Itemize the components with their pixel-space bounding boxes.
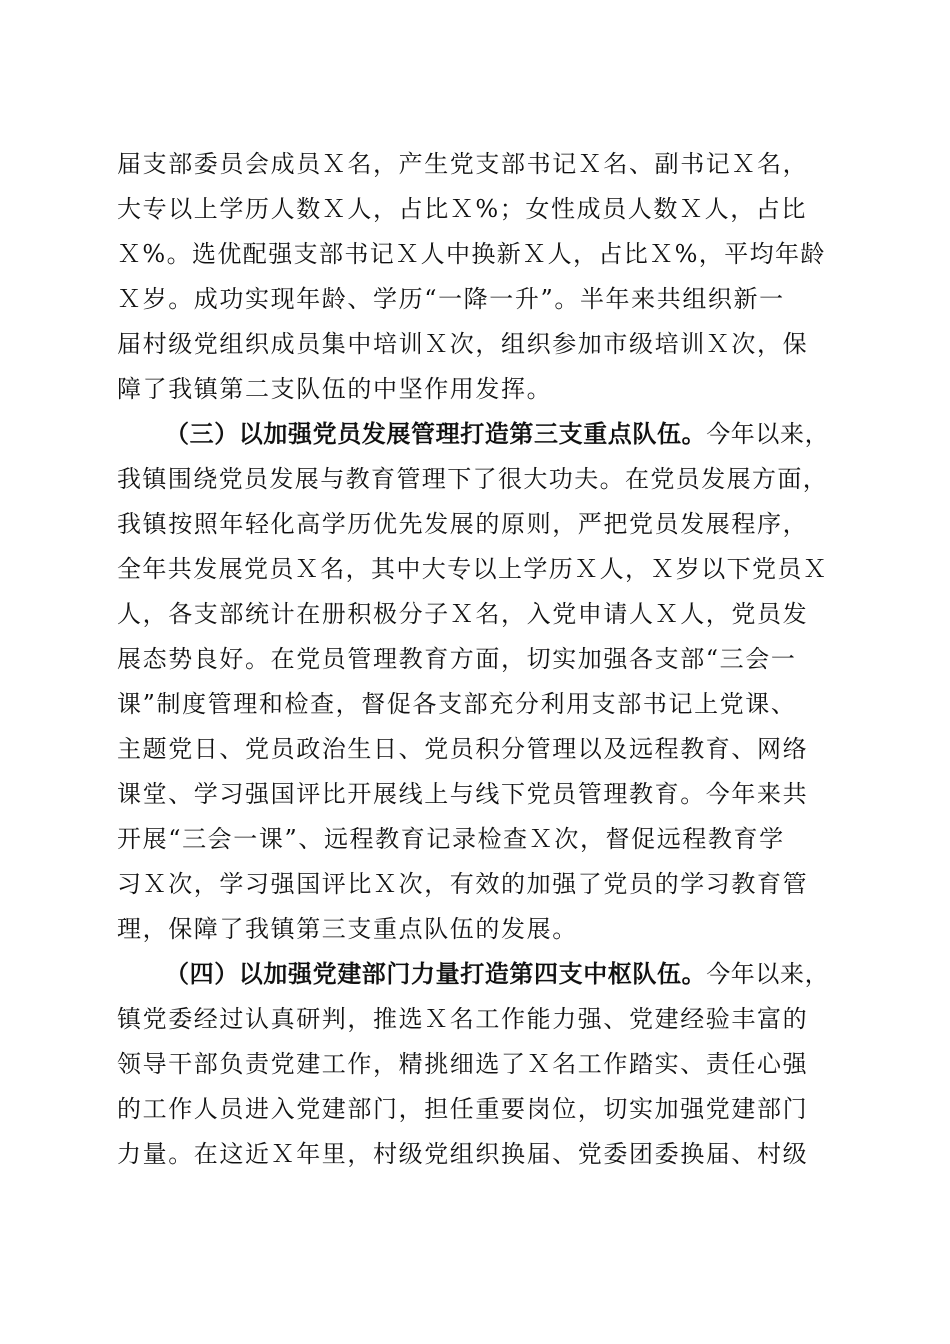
section-4-first-line [165, 954, 829, 994]
paragraph-line: 习Ｘ次，学习强国评比Ｘ次，有效的加强了党员的学习教育管 [117, 870, 809, 898]
paragraph-line: 课”制度管理和检查，督促各支部充分利用支部书记上党课、 [117, 690, 797, 718]
paragraph-line: 主题党日、党员政治生日、党员积分管理以及远程教育、网络 [117, 735, 809, 763]
paragraph-line: 理，保障了我镇第三支重点队伍的发展。 [117, 915, 578, 943]
paragraph-line: 全年共发展党员Ｘ名，其中大专以上学历Ｘ人，Ｘ岁以下党员Ｘ [117, 555, 829, 583]
paragraph-line: Ｘ%。选优配强支部书记Ｘ人中换新Ｘ人，占比Ｘ%，平均年龄 [117, 240, 826, 268]
paragraph-line: 力量。在这近Ｘ年里，村级党组织换届、党委团委换届、村级 [117, 1140, 809, 1168]
paragraph-line: 我镇围绕党员发展与教育管理下了很大功夫。在党员发展方面， [117, 465, 829, 493]
paragraph-line: 届支部委员会成员Ｘ名，产生党支部书记Ｘ名、副书记Ｘ名， [117, 150, 809, 178]
paragraph-line: 开展“三会一课”、远程教育记录检查Ｘ次，督促远程教育学 [117, 825, 785, 853]
paragraph-line: 障了我镇第二支队伍的中坚作用发挥。 [117, 375, 553, 403]
paragraph-line: 课堂、学习强国评比开展线上与线下党员管理教育。今年来共 [117, 780, 809, 808]
section-4-heading: （四）以加强党建部门力量打造第四支中枢队伍。 [165, 959, 707, 988]
section-3-first-line [165, 414, 829, 454]
section-3-first-line-tail: 今年以来， [706, 420, 830, 448]
paragraph-line: 大专以上学历人数Ｘ人，占比Ｘ%；女性成员人数Ｘ人，占比 [117, 195, 808, 223]
paragraph-line: 领导干部负责党建工作，精挑细选了Ｘ名工作踏实、责任心强 [117, 1050, 809, 1078]
paragraph-line: 人，各支部统计在册积极分子Ｘ名，入党申请人Ｘ人，党员发 [117, 600, 809, 628]
paragraph-line: 的工作人员进入党建部门，担任重要岗位，切实加强党建部门 [117, 1095, 809, 1123]
paragraph-line: 我镇按照年轻化高学历优先发展的原则，严把党员发展程序， [117, 510, 809, 538]
paragraph-line: Ｘ岁。成功实现年龄、学历“一降一升”。半年来共组织新一 [117, 285, 785, 313]
paragraph-line: 镇党委经过认真研判，推选Ｘ名工作能力强、党建经验丰富的 [117, 1005, 809, 1033]
section-4-first-line-tail: 今年以来， [706, 960, 830, 988]
section-3-heading: （三）以加强党员发展管理打造第三支重点队伍。 [165, 419, 707, 448]
paragraph-line: 展态势良好。在党员管理教育方面，切实加强各支部“三会一 [117, 645, 797, 673]
paragraph-line: 届村级党组织成员集中培训Ｘ次，组织参加市级培训Ｘ次，保 [117, 330, 809, 358]
